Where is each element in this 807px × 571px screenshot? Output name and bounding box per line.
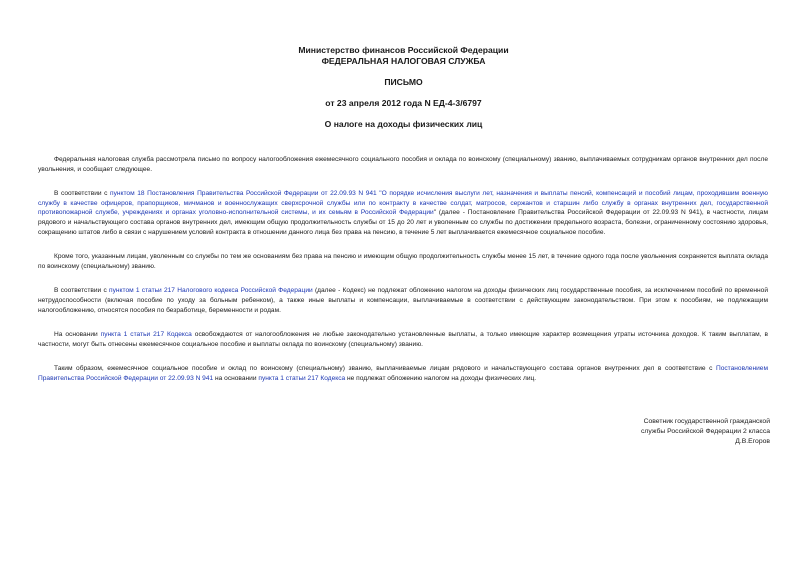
link-resolution-941[interactable]: Постановлением Правительства Российской Федерации от 22.09.93 N 941 [38,365,768,382]
service-name: ФЕДЕРАЛЬНАЯ НАЛОГОВАЯ СЛУЖБА [321,56,486,66]
link-tax-code-art-217[interactable]: пунктом 1 статьи 217 Налогового кодекса Российской Федерации [109,287,313,295]
signatory-position-line2: службы Российской Федерации 2 класса [641,428,770,435]
signature-block [620,417,770,447]
document-body [38,155,768,399]
paragraph-4: В соответствии с пунктом 1 статьи 217 Налогового кодекса Российской Федерации (далее - Кодекс) не подлежат обложению налогом на доходы физических лиц государственные пособия, за исключением пособий по временной нетрудоспособности (включая пособие по уходу за больным ребенком), а также иные выплаты и компенсации, выплачиваемые в соответствии с действующим законодательством. При этом к пособиям, не подлежащим налогообложению, относятся пособия по безработице, беременности и родам. [38,287,768,314]
ministry-name: Министерство финансов Российской Федерации [298,45,509,55]
link-resolution-941-p18[interactable]: пунктом 18 Постановления Правительства Российской Федерации от 22.09.93 N 941 "О порядке исчисления выслуги лет, назначения и выплаты пенсий, компенсаций и пособий лицам, проходившим военную службу в качестве офицеров, прапорщиков, мичманов и военнослужащих сверхсрочной службы или по контракту в качестве солдат, матросов, сержантов и старшин либо службу в органах внутренних дел, государственной противопожарной службе, учреждениях и органах уголовно-исполнительной системы, и их семьям в Российской Федерации [38,190,768,217]
paragraph-2: В соответствии с пунктом 18 Постановления Правительства Российской Федерации от 22.09.93 N 941 "О порядке исчисления выслуги лет, назначения и выплаты пенсий, компенсаций и пособий лицам, проходившим военную службу в качестве офицеров, прапорщиков, мичманов и военнослужащих сверхсрочной службы или по контракту в качестве солдат, матросов, сержантов и старшин либо службу в органах внутренних дел, государственной противопожарной службе, учреждениях и органах уголовно-исполнительной системы, и их семьям в Российской Федерации" (далее - Постановление Правительства Российской Федерации от 22.09.93 N 941), в частности, лицам рядового и начальствующего состава органов внутренних дел, имеющим общую продолжительность службы от 15 до 20 лет и уволенным со службы по достижении предельного возраста, болезни, ограниченному состоянию здоровья, сокращению штатов либо в связи с нарушением условий контракта в отношении данного лица без права на пенсию, в течение 5 лет выплачивается ежемесячное социальное пособие. [38,190,768,236]
signatory-name: Д.В.Егоров [735,438,770,445]
paragraph-6: Таким образом, ежемесячное социальное пособие и оклад по воинскому (специальному) званию, выплачиваемые лицам рядового и начальствующего состава органов внутренних дел в соответствие с Постановлением Правительства Российской Федерации от 22.09.93 N 941 на основании пункта 1 статьи 217 Кодекса не подлежат обложению налогом на доходы физических лиц. [38,365,768,382]
document-type: ПИСЬМО [384,77,423,87]
signatory-position-line1: Советник государственной гражданской [643,418,770,425]
link-code-art-217[interactable]: пункта 1 статьи 217 Кодекса [100,331,192,339]
document-header [0,45,807,130]
paragraph-1: Федеральная налоговая служба рассмотрела письмо по вопросу налогообложения ежемесячного социального пособия и оклада по воинскому (специальному) званию, выплачиваемых сотрудникам органов внутренних дел после увольнения, и сообщает следующее. [38,156,768,173]
link-code-art-217-final[interactable]: пункта 1 статьи 217 Кодекса [258,374,346,382]
paragraph-3: Кроме того, указанным лицам, уволенным со службы по тем же основаниям без права на пенсию и имеющим общую продолжительность службы менее 15 лет, в течение одного года после увольнения сохраняется выплата оклада по воинскому (специальному) званию. [38,253,768,270]
document-subject: О налоге на доходы физических лиц [324,119,483,129]
paragraph-5: На основании пункта 1 статьи 217 Кодекса освобождаются от налогообложения не любые законодательно установленные выплаты, а только имеющие характер возмещения утраты источника доходов. К таким выплатам, в частности, могут быть отнесены ежемесячное социальное пособие и выплаты оклада по воинскому (специальному) званию. [38,331,768,348]
document-date-number: от 23 апреля 2012 года N ЕД-4-3/6797 [325,98,482,108]
